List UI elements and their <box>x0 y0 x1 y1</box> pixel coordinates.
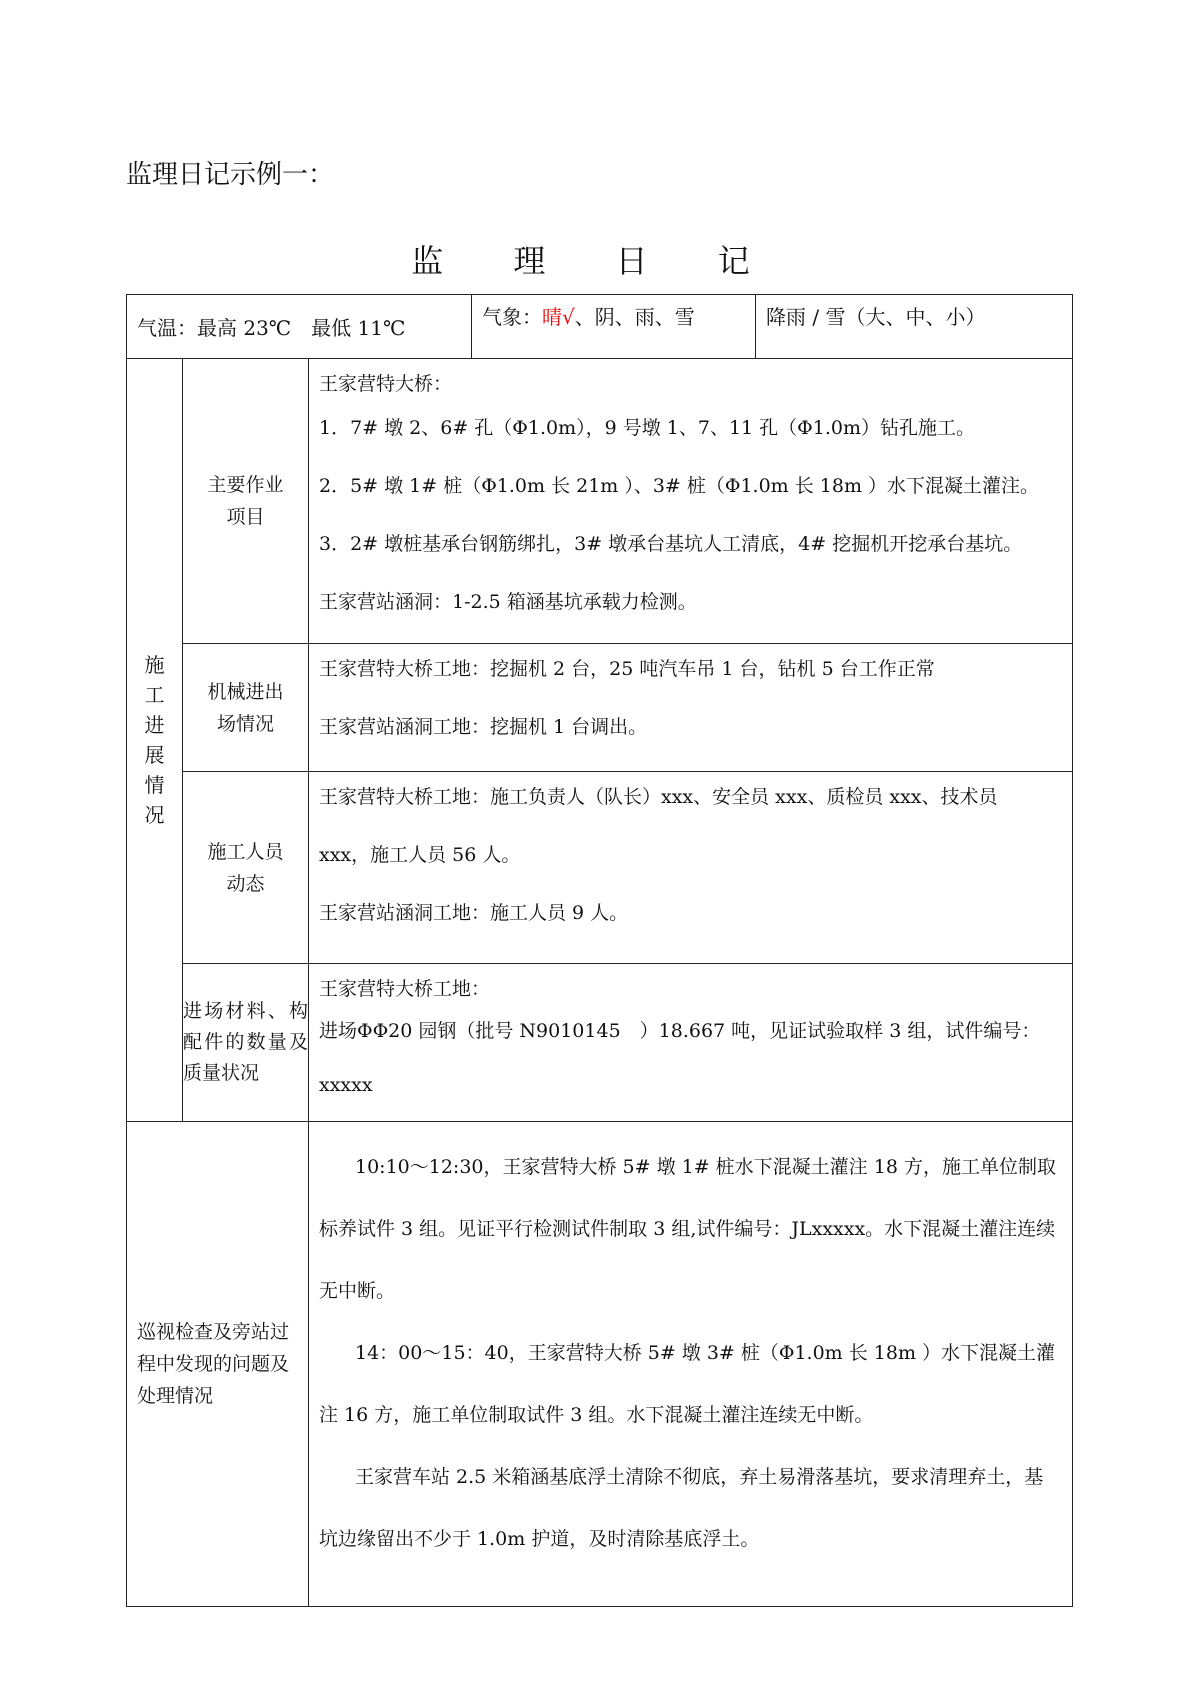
main-work-line: 3．2# 墩桩基承台钢筋绑扎，3# 墩承台基坑人工清底，4# 挖掘机开挖承台基坑。 <box>319 533 1023 555</box>
materials-line: 进场ΦΦ20 园钢（批号 N9010145 ）18.667 吨，见证试验取样 3 组，试件编号： <box>319 1020 1041 1042</box>
personnel-line: xxx，施工人员 56 人。 <box>319 844 521 866</box>
weather-text <box>472 295 755 336</box>
machinery-label: 机械进出场情况 <box>207 680 284 735</box>
inspection-paragraph: 王家营车站 2.5 米箱涵基底浮土清除不彻底，弃土易滑落基坑，要求清理弃土，基坑边缘留出不少于 1.0m 护道，及时清除基底浮土。 <box>319 1466 1044 1550</box>
main-work-content <box>309 359 1073 644</box>
materials-line: 王家营特大桥工地： <box>319 978 491 1000</box>
precipitation-cell <box>756 295 1073 359</box>
weather-options: 、阴、雨、雪 <box>574 305 695 329</box>
inspection-row <box>127 1122 1073 1607</box>
progress-section-label <box>127 359 183 1122</box>
inspection-label-cell <box>127 1122 309 1607</box>
materials-content <box>309 964 1073 1122</box>
personnel-label: 施工人员动态 <box>207 840 284 895</box>
diary-table <box>126 294 1073 1607</box>
personnel-label-cell <box>183 772 309 964</box>
weather-row <box>127 295 1073 359</box>
main-work-label-cell <box>183 359 309 644</box>
weather-sunny-checked: 晴√ <box>542 305 575 329</box>
machinery-content <box>309 644 1073 772</box>
weather-prefix: 气象： <box>482 305 543 329</box>
main-work-row <box>127 359 1073 644</box>
progress-label-char: 进 <box>144 713 165 737</box>
progress-label-char: 情 <box>144 773 165 797</box>
machinery-line: 王家营特大桥工地：挖掘机 2 台，25 吨汽车吊 1 台，钻机 5 台工作正常 <box>319 658 935 680</box>
personnel-line: 王家营特大桥工地：施工负责人（队长）xxx、安全员 xxx、质检员 xxx、技术员 <box>319 786 998 808</box>
main-work-line: 王家营特大桥： <box>319 373 453 395</box>
personnel-content <box>309 772 1073 964</box>
personnel-row <box>127 772 1073 964</box>
temperature-text: 气温：最高 23℃ 最低 11℃ <box>137 316 406 340</box>
temperature-cell <box>127 295 472 359</box>
progress-label-char: 展 <box>144 743 165 767</box>
main-work-line: 1．7# 墩 2、6# 孔（Φ1.0m），9 号墩 1、7、11 孔（Φ1.0m）钻孔施工。 <box>319 417 975 439</box>
main-work-line: 2．5# 墩 1# 桩（Φ1.0m 长 21m ）、3# 桩（Φ1.0m 长 18m ）水下混凝土灌注。 <box>319 475 1040 497</box>
main-work-label: 主要作业项目 <box>207 474 284 528</box>
document-heading: 监理日记示例一： <box>126 160 335 190</box>
materials-label: 进场材料、构配件的数量及质量状况 <box>183 1000 308 1084</box>
machinery-label-cell <box>183 644 309 772</box>
machinery-line: 王家营站涵洞工地：挖掘机 1 台调出。 <box>319 716 648 738</box>
materials-line: xxxxx <box>319 1074 373 1096</box>
progress-label-char: 况 <box>144 803 165 827</box>
inspection-label: 巡视检查及旁站过程中发现的问题及处理情况 <box>137 1321 290 1407</box>
inspection-paragraph: 14：00～15：40，王家营特大桥 5# 墩 3# 桩（Φ1.0m 长 18m ）水下混凝土灌注 16 方，施工单位制取试件 3 组。水下混凝土灌注连续无中断。 <box>319 1342 1056 1426</box>
materials-label-cell <box>183 964 309 1122</box>
inspection-content <box>309 1122 1073 1607</box>
materials-row <box>127 964 1073 1122</box>
machinery-row <box>127 644 1073 772</box>
progress-label-char: 施 <box>144 653 165 677</box>
progress-label-char: 工 <box>144 683 165 707</box>
weather-cell <box>472 295 756 359</box>
inspection-paragraph: 10:10～12:30，王家营特大桥 5# 墩 1# 桩水下混凝土灌注 18 方，施工单位制取标养试件 3 组。见证平行检测试件制取 3 组,试件编号：JLxxxxx。水下混凝土灌注连续无中断。 <box>319 1156 1056 1302</box>
page-title: 监 理 日 记 <box>411 242 780 280</box>
precipitation-text: 降雨 / 雪（大、中、小） <box>766 305 986 329</box>
personnel-line: 王家营站涵洞工地：施工人员 9 人。 <box>319 902 629 924</box>
main-work-line: 王家营站涵洞：1-2.5 箱涵基坑承载力检测。 <box>319 591 697 613</box>
